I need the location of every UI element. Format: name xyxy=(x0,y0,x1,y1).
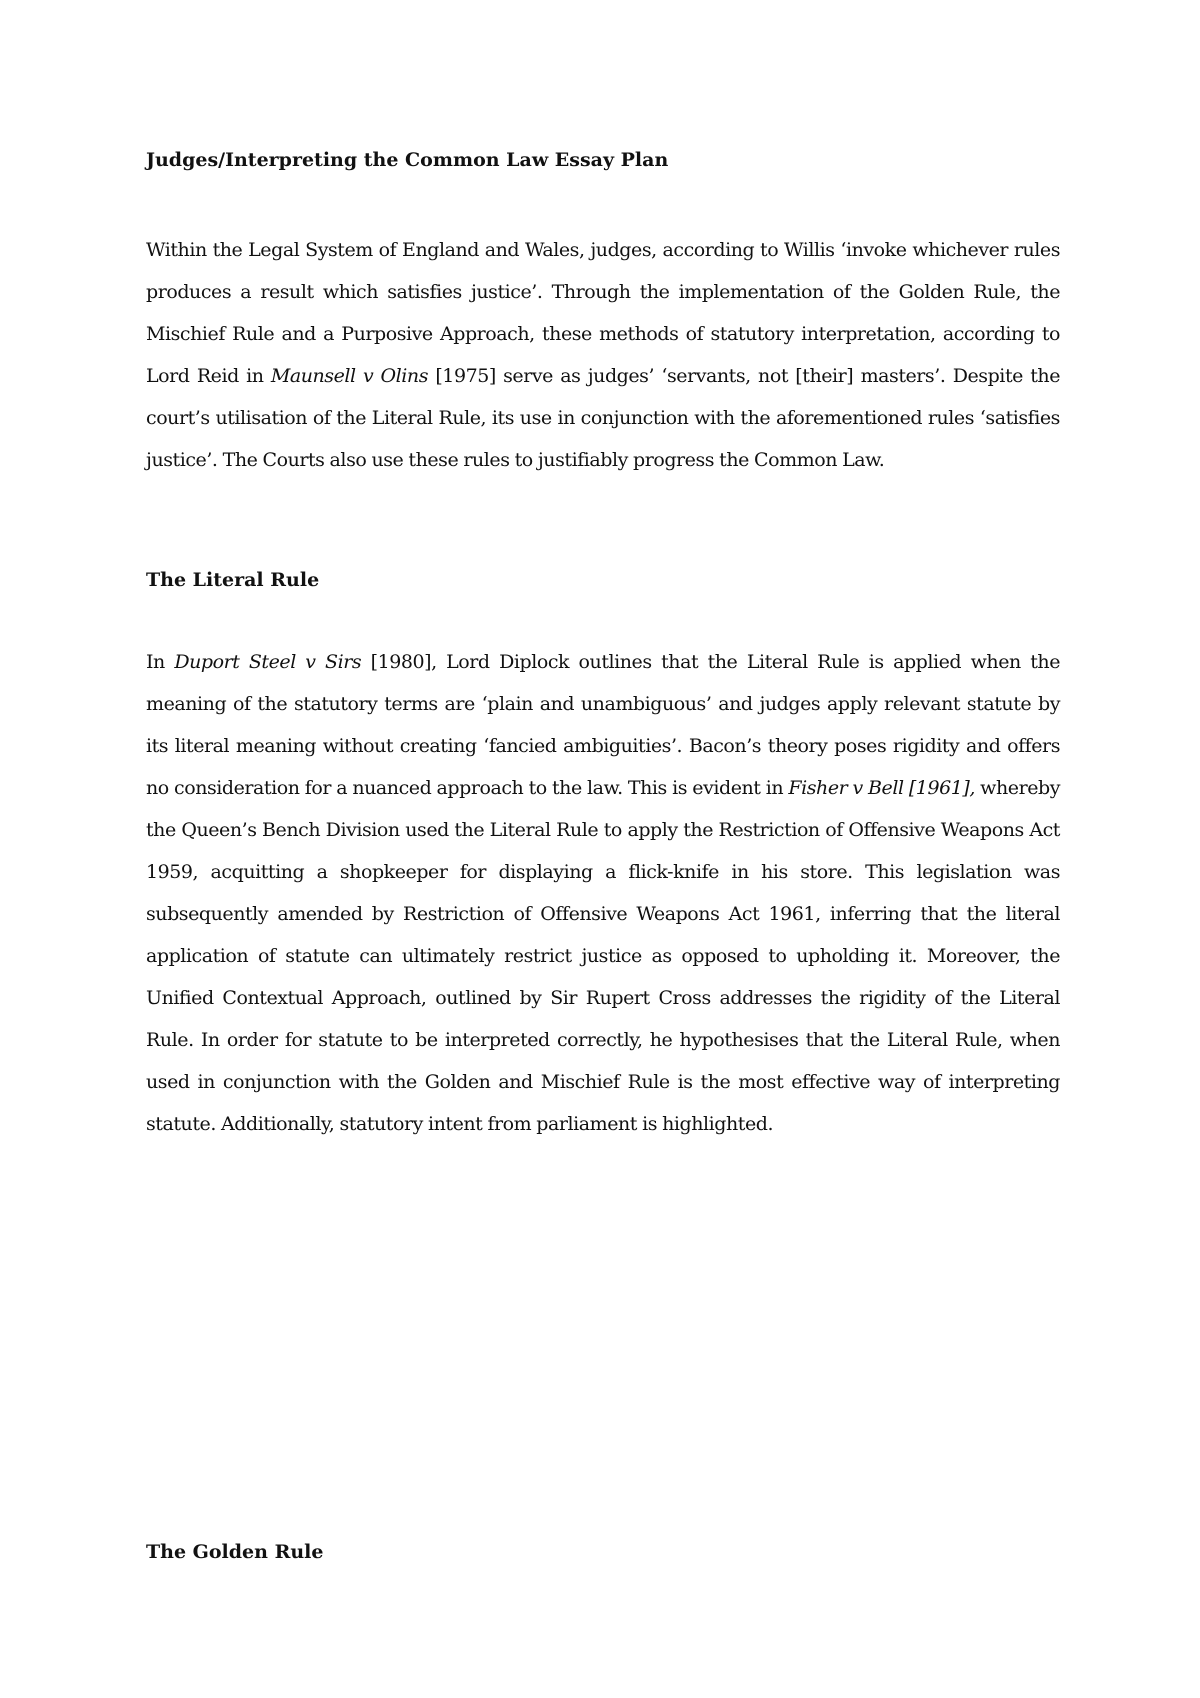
case-duport-steel-v-sirs: Duport Steel v Sirs xyxy=(174,651,362,673)
section-heading-golden-rule: The Golden Rule xyxy=(146,1541,324,1563)
document-title: Judges/Interpreting the Common Law Essay Plan xyxy=(146,149,669,171)
intro-text-2: [1975] serve as judges’ ‘servants, not [their] masters’. Despite the court’s utilisation of the Literal Rule, its use in conjunction with the aforementioned rules ‘satisfies justice’. The Courts also use these rules to justifiably progress the Common Law. xyxy=(146,365,1060,471)
section-heading-literal-rule: The Literal Rule xyxy=(146,569,320,591)
literal-text-2: [1980], Lord Diplock outlines that the Literal Rule is applied when the meaning of the statutory terms are ‘plain and unambiguous’ and judges apply relevant statute by its literal meaning without creating ‘fancied ambiguities’. Bacon’s theory poses rigidity and offers no consideration for a nuanced approach to the law. This is evident in xyxy=(146,651,1061,799)
intro-paragraph xyxy=(146,229,1060,481)
case-maunsell-v-olins: Maunsell v Olins xyxy=(270,365,429,387)
literal-text-3: whereby the Queen’s Bench Division used the Literal Rule to apply the Restriction of Offensive Weapons Act 1959, acquitting a shopkeeper for displaying a flick-knife in his store. This legislation was subsequently amended by Restriction of Offensive Weapons Act 1961, inferring that the literal application of statute can ultimately restrict justice as opposed to upholding it. Moreover, the Unified Contextual Approach, outlined by Sir Rupert Cross addresses the rigidity of the Literal Rule. In order for statute to be interpreted correctly, he hypothesises that the Literal Rule, when used in conjunction with the Golden and Mischief Rule is the most effective way of interpreting statute. Additionally, statutory intent from parliament is highlighted. xyxy=(146,777,1060,1135)
intro-text-1: Within the Legal System of England and Wales, judges, according to Willis ‘invoke whichever rules produces a result which satisfies justice’. Through the implementation of the Golden Rule, the Mischief Rule and a Purposive Approach, these methods of statutory interpretation, according to Lord Reid in xyxy=(146,239,1060,387)
literal-rule-paragraph xyxy=(146,641,1060,1145)
literal-text-1: In xyxy=(146,651,175,673)
case-fisher-v-bell: Fisher v Bell [1961], xyxy=(788,777,975,799)
